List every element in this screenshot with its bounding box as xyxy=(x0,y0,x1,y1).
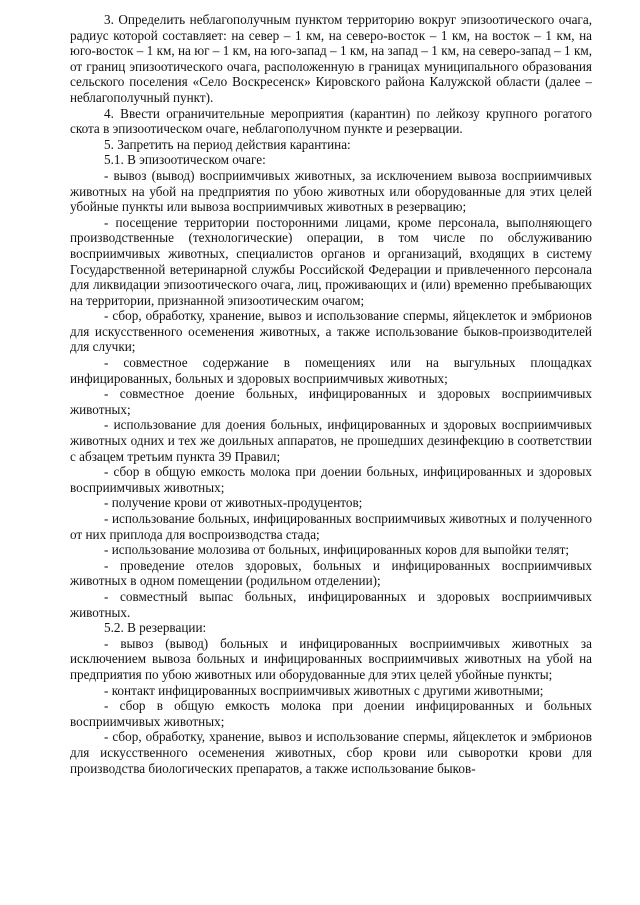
paragraph-4-karantin: 4. Ввести ограничительные мероприятия (карантин) по лейкозу крупного рогатого скота в эпизоотическом очаге, неблагополучном пункте и резервации. xyxy=(70,105,592,137)
paragraph-5-heading: 5. Запретить на период действия карантина: xyxy=(104,136,351,152)
list-item-rezervaciya-vyvoz: - вывоз (вывод) больных и инфицированных восприимчивых животных за исключением вывоза больных и инфицированных восприимчивых животных на убой на предприятия по убою животных или оборудованные для этих целей убойные пункты; xyxy=(70,635,592,682)
list-item-vosproizvodstvo: - использование больных, инфицированных восприимчивых животных и полученного от них приплода для воспроизводства стада; xyxy=(70,511,592,542)
list-item-sbor-spermy: - сбор, обработку, хранение, вывоз и использование спермы, яйцеклеток и эмбрионов для искусственного осеменения животных, а также использование быков-производителей для случки; xyxy=(70,308,592,355)
list-item-molozivo: - использование молозива от больных, инфицированных коров для выпойки телят; xyxy=(104,542,570,558)
paragraph-5-2-heading: 5.2. В резервации: xyxy=(104,620,207,636)
list-item-sovmestnoe-soderzhanie: - совместное содержание в помещениях или на выгульных площадках инфицированных, больных и здоровых восприимчивых животных; xyxy=(70,355,592,386)
list-item-vyvoz: - вывоз (вывод) восприимчивых животных, за исключением вывоза восприимчивых животных на убой на предприятия по убою животных или оборудованные для этих целей убойные пункты или вывоза восприимчивых животных в резервацию; xyxy=(70,167,592,215)
list-item-rezervaciya-kontakt: - контакт инфицированных восприимчивых животных с другими животными; xyxy=(104,682,544,698)
list-item-rezervaciya-sbor-moloka: - сбор в общую емкость молока при доении инфицированных и больных восприимчивых животных; xyxy=(70,698,592,729)
list-item-doilnye-apparaty: - использование для доения больных, инфицированных и здоровых восприимчивых животных одних и тех же доильных аппаратов, не прошедших дезинфекцию в соответствии с абзацем третьим пункта 39 Правил; xyxy=(70,417,592,464)
list-item-vypas: - совместный выпас больных, инфицированных и здоровых восприимчивых животных. xyxy=(70,588,592,620)
list-item-sbor-moloka: - сбор в общую емкость молока при доении больных, инфицированных и здоровых восприимчивых животных; xyxy=(70,464,592,495)
list-item-poluchenie-krovi: - получение крови от животных-продуцентов; xyxy=(104,495,363,511)
paragraph-5-1-heading: 5.1. В эпизоотическом очаге: xyxy=(104,152,266,168)
list-item-rezervaciya-sbor-spermy: - сбор, обработку, хранение, вывоз и использование спермы, яйцеклеток и эмбрионов для искусственного осеменения животных, сбор крови или сыворотки крови для производства биологических препаратов, а также использование быков- xyxy=(70,729,592,776)
paragraph-3-neblagopoluchny-punkt: 3. Определить неблагополучным пунктом территорию вокруг эпизоотического очага, радиус которой составляет: на север – 1 км, на северо-восток – 1 км, на восток – 1 км, на юго-восток – 1 км, на юг – 1 км, на юго-запад – 1 км, на запад – 1 км, на северо-запад – 1 км, от границ эпизоотического очага, расположенную в границах муниципального образования сельского поселения «Село Воскресенск» Кировского района Калужской области (далее – неблагополучный пункт). xyxy=(70,12,592,105)
list-item-sovmestnoe-doenie: - совместное доение больных, инфицированных и здоровых восприимчивых животных; xyxy=(70,386,592,417)
list-item-poseshchenie: - посещение территории посторонними лицами, кроме персонала, выполняющего производственные (технологические) операции, в том числе по обслуживанию восприимчивых животных, специалистов органов и организаций, входящих в систему Государственной ветеринарной службы Российской Федерации и привлеченного персонала для ликвидации эпизоотического очага, лиц, проживающих и (или) временно пребывающих на территории, признанной эпизоотическим очагом; xyxy=(70,214,592,308)
list-item-otely: - проведение отелов здоровых, больных и инфицированных восприимчивых животных в одном помещении (родильном отделении); xyxy=(70,557,592,589)
document-page xyxy=(70,12,592,776)
